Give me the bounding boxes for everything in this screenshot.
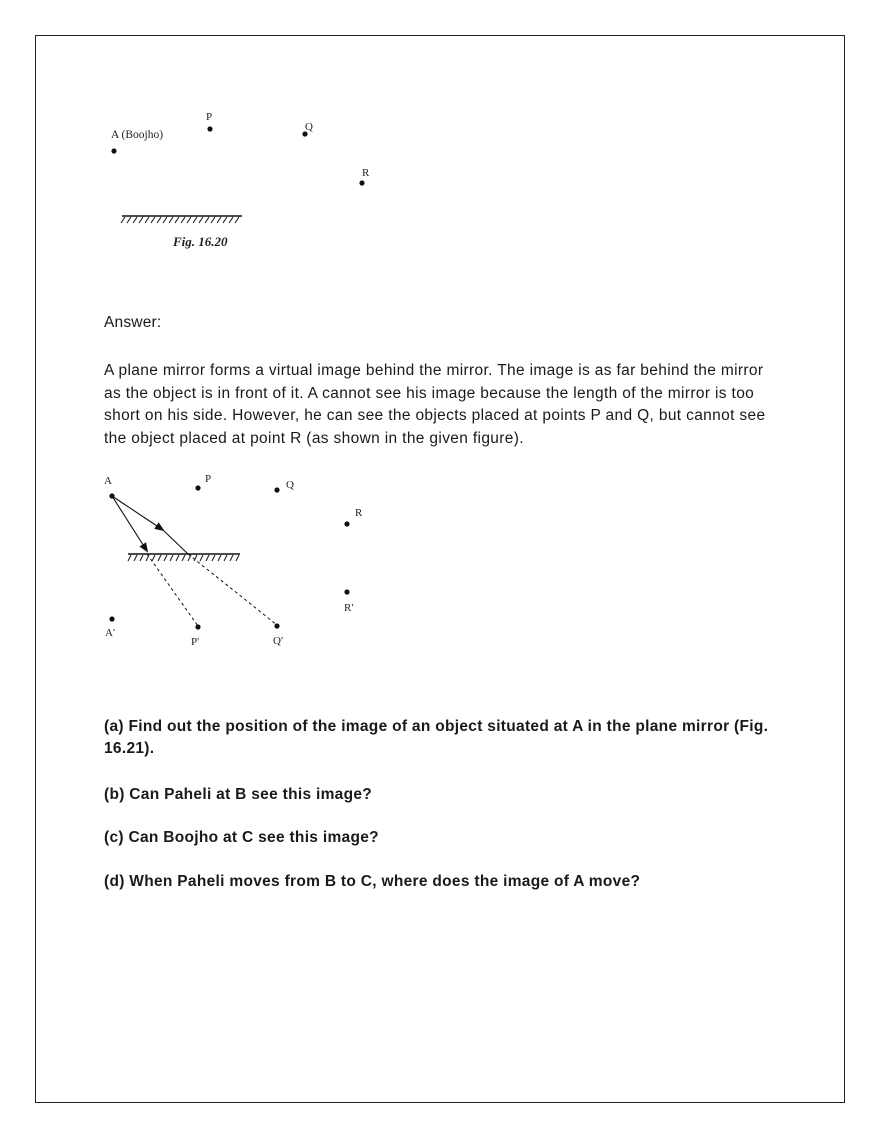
ray-a-to-mirror-2	[112, 496, 163, 530]
image-p-dot	[195, 624, 200, 629]
label-a: A	[104, 475, 112, 487]
figure-caption: Fig. 16.20	[173, 234, 228, 249]
point-p-dot	[195, 485, 200, 490]
answer-paragraph: A plane mirror forms a virtual image behind the mirror. The image is as far behind the mirror as the object is in front of it. A cannot see his image because the length of the mirror is too short on his side. However, he can see the objects placed at points P and Q, but cannot see the object placed at point R (as shown in the given figure).	[104, 362, 766, 447]
label-a-boojho: A (Boojho)	[111, 129, 164, 141]
point-r-dot	[359, 180, 364, 185]
ray-a-to-mirror-2-cont	[163, 530, 188, 554]
point-r-dot	[344, 521, 349, 526]
label-r: R	[355, 507, 363, 519]
answer-heading: Answer:	[104, 314, 162, 331]
question-c: (c) Can Boojho at C see this image?	[104, 829, 379, 846]
label-r-image: R'	[344, 602, 354, 614]
label-q: Q	[305, 121, 313, 133]
point-q-dot	[274, 487, 279, 492]
label-p: P	[206, 111, 213, 123]
point-p-dot	[207, 126, 212, 131]
question-d: (d) When Paheli moves from B to C, where does the image of A move?	[104, 873, 641, 890]
question-a: (a) Find out the position of the image of an object situated at A in the plane mirror (Fig. 16.21).	[104, 718, 769, 757]
label-a-image: A'	[105, 627, 115, 639]
label-q: Q	[286, 479, 294, 491]
label-q-image: Q'	[273, 635, 283, 647]
label-r: R	[362, 167, 370, 179]
dashed-line-to-p-image	[147, 554, 198, 626]
figure-16-20	[100, 100, 400, 260]
ray-a-to-mirror-1	[112, 496, 147, 551]
plane-mirror	[128, 554, 240, 561]
label-p: P	[205, 473, 212, 485]
label-p-image: P'	[191, 636, 200, 648]
dashed-line-to-q-image	[188, 554, 277, 625]
image-a-dot	[109, 616, 114, 621]
figure-ray-diagram	[100, 468, 400, 658]
point-a-dot	[111, 148, 116, 153]
question-b: (b) Can Paheli at B see this image?	[104, 786, 373, 803]
plane-mirror	[121, 216, 242, 223]
image-r-dot	[344, 589, 349, 594]
image-q-dot	[274, 623, 279, 628]
